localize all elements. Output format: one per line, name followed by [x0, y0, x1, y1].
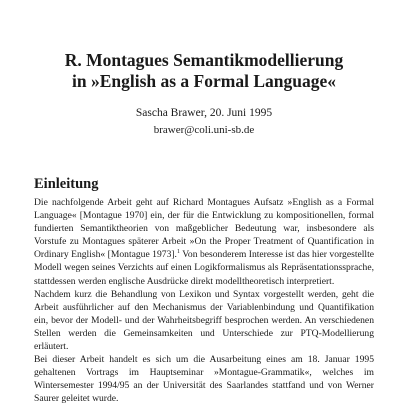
- author-date: Sascha Brawer, 20. Juni 1995: [135, 107, 273, 119]
- text-line: gehaltenen Vortrags im Hauptseminar »Montague-Grammatik«, welches im: [34, 367, 374, 379]
- text-line: Wintersemester 1994/95 an der Universität des Saarlandes stattfand und von Werner: [34, 380, 374, 392]
- text-line: Modell wegen seines Verzichts auf einen Logikformalismus als Repräsentationssprache,: [34, 262, 374, 274]
- text-line: Language« [Montague 1970] ein, der für die Entwicklung zu kompositionellen, formal: [34, 210, 374, 222]
- footnote-marker[interactable]: 1: [176, 249, 180, 256]
- text-line: Stellen werden die Gemeinsamkeiten und Unterschiede zur PTQ-Modellierung: [34, 327, 374, 339]
- paper-title: [34, 50, 374, 92]
- text-line: Nachdem kurz die Behandlung von Lexikon und Syntax vorgestellt werden, geht die: [34, 288, 374, 300]
- text-line: stattdessen werden englische Ausdrücke direkt modelltheoretisch interpretiert.: [34, 275, 335, 287]
- introduction-paragraphs: [34, 196, 374, 406]
- section-heading-einleitung: Einleitung: [34, 176, 99, 192]
- text-line: Die nachfolgende Arbeit geht auf Richard Montagues Aufsatz »English as a Formal: [34, 197, 374, 208]
- text-line: Vorstufe zu Montagues späterer Arbeit »On the Proper Treatment of Quantification in: [34, 236, 374, 248]
- paper-title-line-1: R. Montagues Semantikmodellierung: [64, 50, 344, 70]
- text-line: Bei dieser Arbeit handelt es sich um die Ausarbeitung eines am 18. Januar 1995: [34, 354, 374, 366]
- paper-title-line-2: in »English as a Formal Language«: [71, 71, 336, 91]
- paper-page: [34, 0, 374, 406]
- text-line: Saurer geleitet wurde.: [34, 393, 119, 405]
- text-line: fundierten Semantiktheorien von maßgeblicher Bedeutung war, insbesondere als: [34, 223, 374, 235]
- text-line: ein, bevor der Modell- und der Wahrheitsbegriff besprochen werden. An verschiedenen: [34, 314, 374, 326]
- text-line: erläutert.: [34, 341, 69, 353]
- text-line: Arbeit ausführlicher auf den Mechanismus der Variablenbindung und Quantifikation: [34, 301, 374, 313]
- text-line: Ordinary English« [Montague 1973].$^1$ Von besonderem Interesse ist das hier vorgestellte: [34, 249, 374, 261]
- author-email: brawer@coli.uni-sb.de: [153, 124, 255, 136]
